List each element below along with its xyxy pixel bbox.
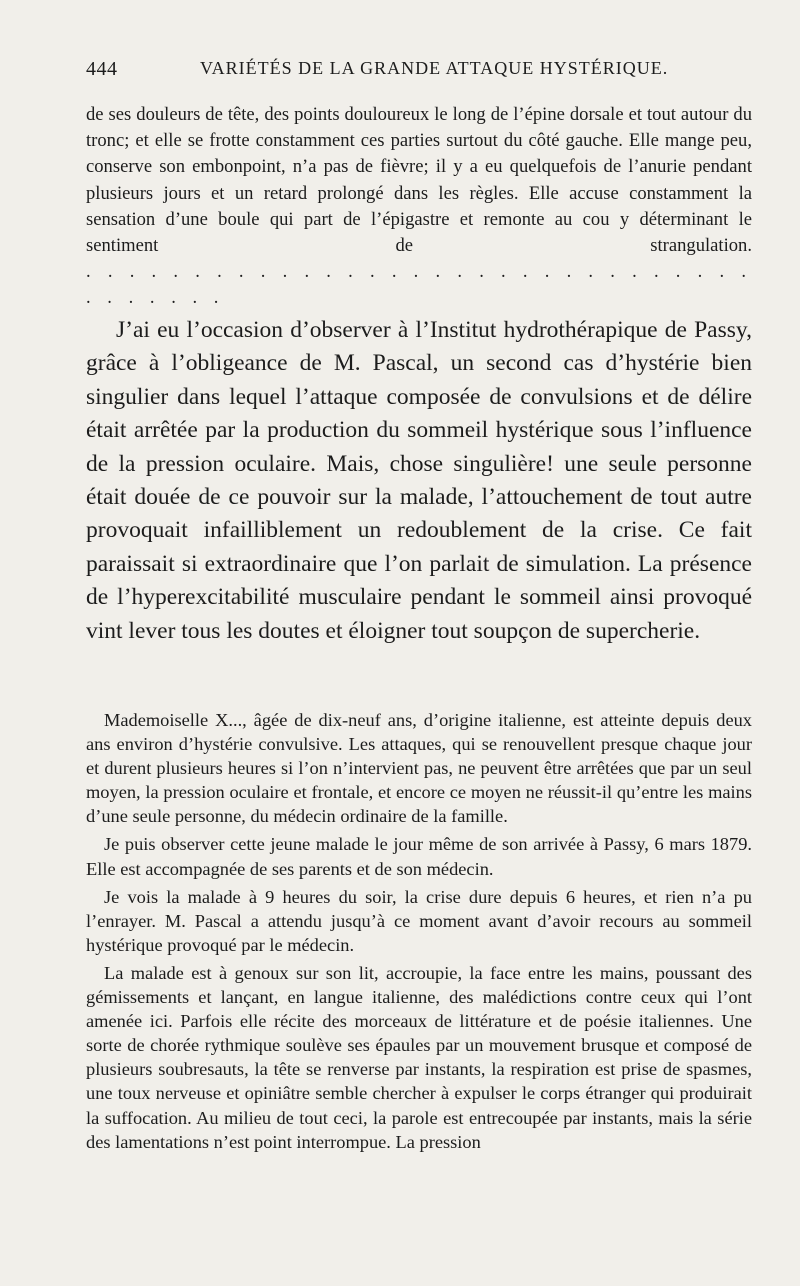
quoted-observation-end [86,102,752,312]
case-paragraph-2: Je puis observer cette jeune malade le jour même de son arrivée à Passy, 6 mars 1879. Elle est accompagnée de ses parents et de son médecin. [86,834,752,879]
ellipsis-dots: . . . . . . . . . . . . . . . . . . . . . . . . . . . . . . . . . . . . . . [86,261,752,309]
quote-paragraph [86,102,752,312]
case-report [86,708,752,1158]
case-paragraph-1: Mademoiselle X..., âgée de dix-neuf ans, d’origine italienne, est atteinte depuis deux ans environ d’hystérie convulsive. Les attaques, qui se renouvellent presque chaque jour et durent plusieurs heures si l’on n’intervient pas, ne peuvent être arrêtées que par un seul moyen, la pression oculaire et frontale, et encore ce moyen ne réussit-il qu’entre les mains d’une seule personne, du médecin ordinaire de la famille. [86,710,752,827]
page-header [86,58,756,86]
case-paragraph-4: La malade est à genoux sur son lit, accroupie, la face entre les mains, poussant des gémissements et lançant, en langue italienne, des malédictions contre ceux qui l’ont amenée ici. Parfois elle récite des morceaux de littérature et de poésie italiennes. Une sorte de chorée rythmique soulève ses épaules par un mouvement brusque et composé de plusieurs soubresauts, la tête se renverse par instants, la respiration est prise de spasmes, une toux nerveuse et opiniâtre semble chercher à expulser le corps étranger qui produirait la suffocation. Au milieu de tout ceci, la parole est entrecoupée par instants, mais la série des lamentations n’est point interrompue. La pression [86,962,752,1152]
main-text [86,314,752,648]
main-paragraph: J’ai eu l’occasion d’observer à l’Institut hydrothérapique de Passy, grâce à l’obligeance de M. Pascal, un second cas d’hystérie bien singulier dans lequel l’attaque composée de convulsions et de délire était arrêtée par la production du sommeil hystérique sous l’influence de la pression oculaire. Mais, chose singulière! une seule personne était douée de ce pouvoir sur la malade, l’attouchement de tout autre provoquait infailliblement un redoublement de la crise. Ce fait paraissait si extraordinaire que l’on parlait de simulation. La présence de l’hyperexcitabilité musculaire pendant le sommeil ainsi provoqué vint lever tous les doutes et éloigner tout soupçon de supercherie. [86,317,752,644]
running-head: VARIÉTÉS DE LA GRANDE ATTAQUE HYSTÉRIQUE. [200,58,669,78]
page-number: 444 [86,58,118,80]
case-paragraph-3: Je vois la malade à 9 heures du soir, la crise dure depuis 6 heures, et rien n’a pu l’enrayer. M. Pascal a attendu jusqu’à ce moment avant d’avoir recours au sommeil hystérique provoqué par le médecin. [86,886,752,955]
quote-text: de ses douleurs de tête, des points douloureux le long de l’épine dorsale et tout autour du tronc; et elle se frotte constamment ces parties surtout du côté gauche. Elle mange peu, conserve son embonpoint, n’a pas de fièvre; il y a eu quelquefois de l’anurie pendant plusieurs jours et un retard prolongé dans les règles. Elle accuse constamment la sensation d’une boule qui part de l’épigastre et remonte au cou y déterminant le sentiment de strangulation. [86,104,752,257]
